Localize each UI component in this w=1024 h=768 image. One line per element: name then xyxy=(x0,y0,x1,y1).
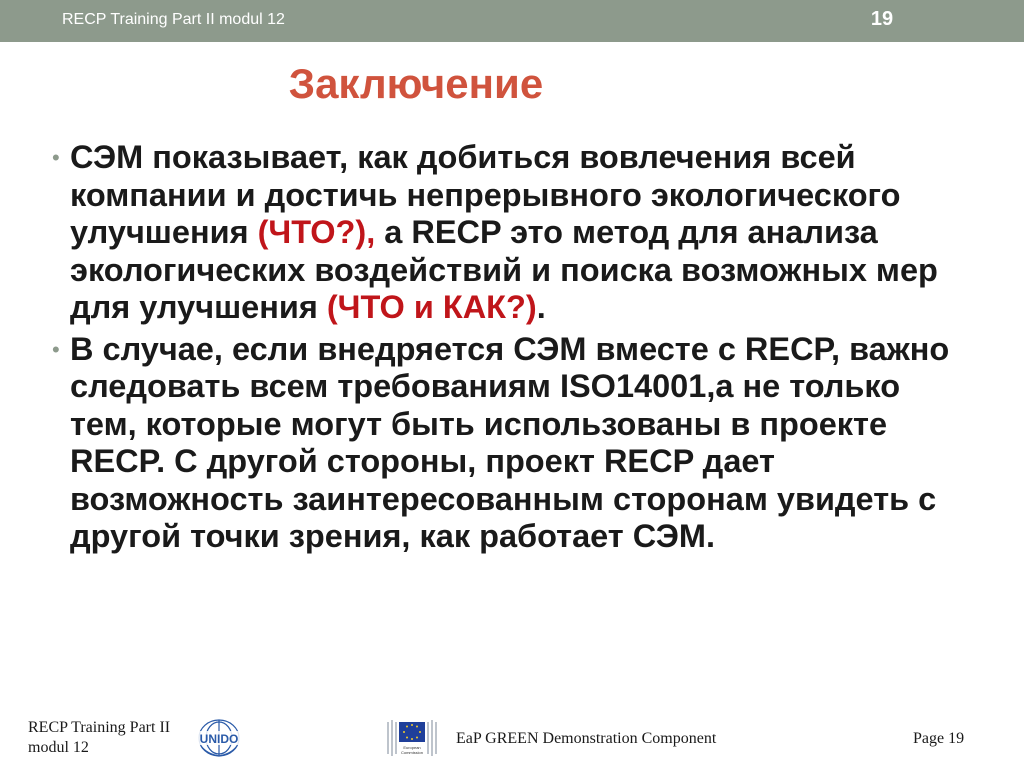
footer-program: EaP GREEN Demonstration Component xyxy=(456,730,717,747)
header-course-title: RECP Training Part II modul 12 xyxy=(62,11,285,28)
footer-course-line-2: modul 12 xyxy=(28,739,89,756)
svg-text:Commission: Commission xyxy=(400,750,424,755)
bullet-1-text-part-3: . xyxy=(536,289,546,325)
bullet-list xyxy=(50,139,970,560)
svg-text:UNIDO: UNIDO xyxy=(199,732,239,746)
bullet-1-text-part-2: а RECP это метод для анализа экологических воздействий и поиска возможных мер для улучшения xyxy=(70,214,938,325)
bullet-1-highlight-what-how: (ЧТО и КАК?) xyxy=(326,289,537,325)
header-slide-number: 19 xyxy=(870,8,894,30)
slide-title: Заключение xyxy=(288,60,544,107)
footer-course xyxy=(28,718,170,758)
bullet-1-highlight-what: (ЧТО?), xyxy=(257,214,376,250)
footer-course-line-1: RECP Training Part II xyxy=(28,719,171,736)
bullet-item-1 xyxy=(50,139,970,327)
bullet-1-text-part-1: СЭМ показывает, как добиться вовлечения всей компании и достичь непрерывного экологического улучшения xyxy=(70,139,901,250)
bullet-dot-icon: • xyxy=(52,145,60,170)
bullet-text-1 xyxy=(70,139,970,327)
header-bar xyxy=(0,0,1024,42)
bullet-dot-icon: • xyxy=(52,336,60,362)
svg-text:European: European xyxy=(403,745,421,750)
bullet-item-2 xyxy=(50,331,970,556)
unido-logo xyxy=(193,718,245,758)
bullet-text-2: В случае, если внедряется СЭМ вместе с RECP, важно следовать всем требованиям ISO14001,а не только тем, которые могут быть использованы в проекте RECP. С другой стороны, проект RECP дает возможность заинтересованным сторонам увидеть с другой точки зрения, как работает СЭМ. xyxy=(70,330,950,554)
eu-flag-logo xyxy=(384,716,442,760)
footer-page-number: Page 19 xyxy=(913,730,965,747)
